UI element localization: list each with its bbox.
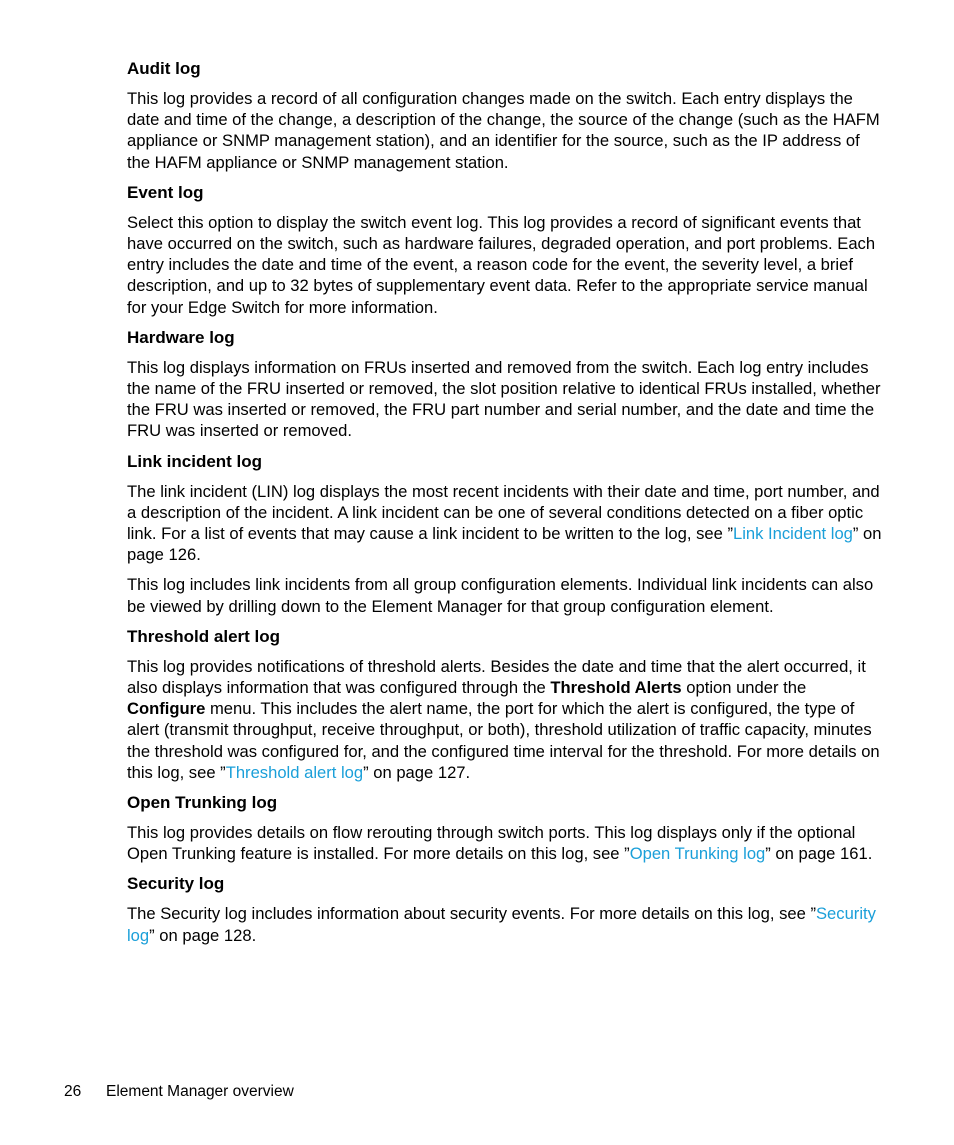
- page-footer: [64, 1082, 294, 1102]
- heading-hardware-log: Hardware log: [127, 327, 235, 347]
- heading-open-trunking-log: Open Trunking log: [127, 793, 278, 813]
- ui-term-configure: Configure: [127, 699, 206, 719]
- text-segment: ” on page 161.: [765, 844, 873, 864]
- text-segment: ” on page 126.: [127, 524, 882, 565]
- paragraph-link-incident-log-1: [127, 481, 882, 566]
- document-body: [127, 58, 882, 955]
- text-segment: ” on page 127.: [363, 762, 471, 782]
- heading-security-log: Security log: [127, 874, 225, 894]
- paragraph-hardware-log: This log displays information on FRUs inserted and removed from the switch. Each log entry includes the name of the FRU inserted or removed, the slot position relative to identical FRUs installed, whether the FRU was inserted or removed, the FRU part number and serial number, and the date and time the FRU was inserted or removed.: [127, 357, 881, 441]
- page-number: 26: [64, 1083, 82, 1100]
- open-trunking-log-link[interactable]: Open Trunking log: [629, 844, 766, 864]
- paragraph-security-log: [127, 903, 882, 945]
- paragraph-event-log: Select this option to display the switch event log. This log provides a record of significant events that have occurred on the switch, such as hardware failures, degraded operation, and port problems. Each entry includes the date and time of the event, a reason code for the event, the severity level, a brief description, and up to 32 bytes of supplementary event data. Refer to the appropriate service manual for your Edge Switch for more information.: [127, 212, 876, 317]
- heading-event-log: Event log: [127, 182, 204, 202]
- text-segment: This log provides details on flow rerouting through switch ports. This log displays only if the optional Open Trunking feature is installed. For more details on this log, see ”: [127, 823, 856, 864]
- text-segment: menu. This includes the alert name, the port for which the alert is configured, the type of alert (transmit throughput, receive throughput, or both), threshold utilization of traffic capacity, minutes the threshold was configured for, and the configured time interval for the threshold. For more details on this log, see ”: [127, 699, 880, 782]
- ui-term-threshold-alerts: Threshold Alerts: [550, 678, 682, 698]
- paragraph-open-trunking-log: [127, 822, 882, 864]
- text-segment: The Security log includes information about security events. For more details on this log, see ”: [127, 904, 816, 924]
- paragraph-audit-log: This log provides a record of all configuration changes made on the switch. Each entry displays the date and time of the change, a description of the change, the source of the change (such as the HAFM appliance or SNMP management station), and an identifier for the source, such as the IP address of the HAFM appliance or SNMP management station.: [127, 89, 880, 172]
- security-log-link[interactable]: Security log: [127, 904, 876, 945]
- heading-threshold-alert-log: Threshold alert log: [127, 626, 281, 646]
- text-segment: ” on page 128.: [149, 925, 257, 945]
- paragraph-threshold-alert-log: [127, 656, 882, 783]
- threshold-alert-log-link[interactable]: Threshold alert log: [225, 762, 364, 782]
- heading-audit-log: Audit log: [127, 59, 201, 78]
- text-segment: The link incident (LIN) log displays the most recent incidents with their date and time, port number, and a description of the incident. A link incident can be one of several conditions detected on a fiber optic link. For a list of events that may cause a link incident to be written to the log, see ”: [127, 481, 880, 544]
- heading-link-incident-log: Link incident log: [127, 451, 263, 471]
- link-incident-log-link[interactable]: Link Incident log: [732, 524, 853, 544]
- text-segment: option under the: [681, 678, 807, 698]
- text-segment: This log provides notifications of threshold alerts. Besides the date and time that the alert occurred, it also displays information that was configured through the: [127, 656, 866, 698]
- footer-title: Element Manager overview: [106, 1083, 294, 1100]
- paragraph-link-incident-log-2: This log includes link incidents from all group configuration elements. Individual link incidents can also be viewed by drilling down to the Element Manager for that group configuration element.: [127, 575, 874, 616]
